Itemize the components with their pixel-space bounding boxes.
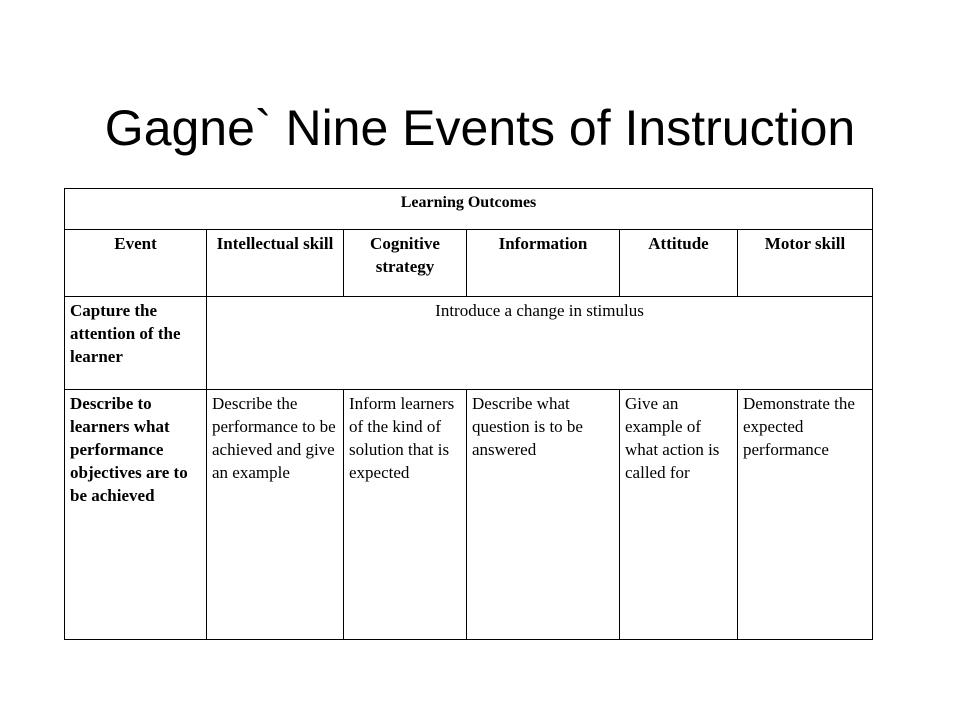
outcome-cell-cognitive-strategy: Inform learners of the kind of solution that is expected	[344, 390, 467, 640]
learning-outcomes-header: Learning Outcomes	[65, 189, 873, 230]
table-row	[65, 390, 873, 640]
table-row	[65, 297, 873, 390]
slide-title: Gagne` Nine Events of Instruction	[104, 99, 856, 156]
column-header-event: Event	[65, 230, 207, 297]
event-cell: Describe to learners what performance objectives are to be achieved	[65, 390, 207, 640]
column-header-cognitive-strategy: Cognitive strategy	[344, 230, 467, 297]
events-table	[64, 188, 873, 640]
column-header-row	[65, 230, 873, 297]
column-header-motor-skill: Motor skill	[738, 230, 873, 297]
outcome-cell-information: Describe what question is to be answered	[467, 390, 620, 640]
outcome-cell-attitude: Give an example of what action is called for	[620, 390, 738, 640]
outcomes-header-row	[65, 189, 873, 230]
event-cell: Capture the attention of the learner	[65, 297, 207, 390]
outcome-cell-all: Introduce a change in stimulus	[207, 297, 873, 390]
column-header-attitude: Attitude	[620, 230, 738, 297]
column-header-information: Information	[467, 230, 620, 297]
outcome-cell-intellectual-skill: Describe the performance to be achieved and give an example	[207, 390, 344, 640]
outcome-cell-motor-skill: Demonstrate the expected performance	[738, 390, 873, 640]
column-header-intellectual-skill: Intellectual skill	[207, 230, 344, 297]
